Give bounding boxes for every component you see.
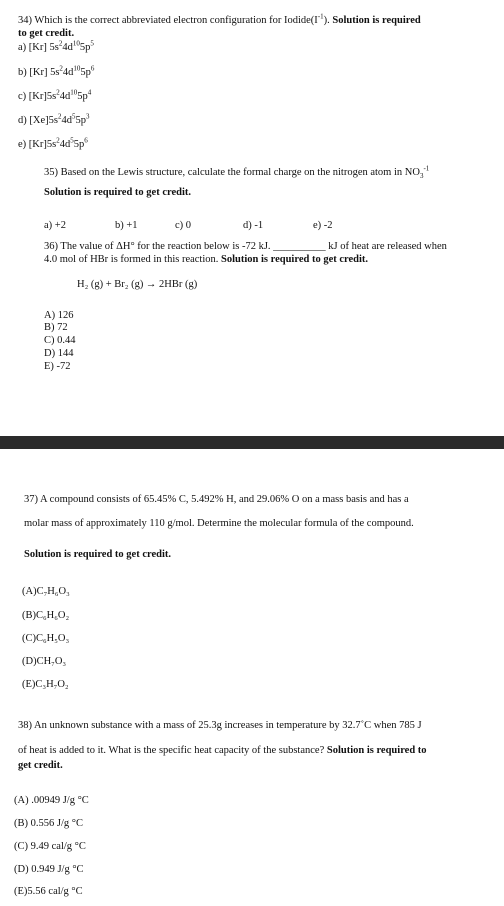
q34-text-end: ). — [323, 15, 330, 26]
q36-required: Solution is required to get credit. — [221, 254, 369, 265]
q37-option-e[interactable]: (E)C₃H₇O₂ — [22, 679, 69, 690]
q38-required: Solution is required to — [326, 745, 427, 756]
q36-option-e[interactable]: E) -72 — [44, 361, 71, 372]
q36-reaction: H₂ (g) + Br₂ (g) → 2HBr (g) — [77, 279, 198, 290]
q34-charge: -1 — [317, 12, 324, 21]
q38-option-e[interactable]: (E)5.56 cal/g °C — [14, 886, 83, 897]
q34-option-d[interactable]: d) $[Xe]5s^24d^55p^3$ — [18, 112, 90, 126]
q34-option-e[interactable]: e) $[Kr]5s^24d^55p^6$ — [18, 136, 88, 150]
q35-subscript: 3 — [419, 172, 424, 181]
q36-question-cont: 4.0 mol of HBr is formed in this reaction. Solution is required to get credit. — [44, 254, 369, 265]
q36-option-c[interactable]: C) 0.44 — [44, 335, 76, 346]
q35-choice-b[interactable]: b) +1 — [115, 220, 138, 231]
q34-required: Solution is required — [332, 15, 421, 26]
q35-required: Solution is required to get credit. — [44, 187, 191, 198]
q37-option-a[interactable]: (A)C₇H₆O₃ — [22, 586, 70, 597]
q35-question: 35) Based on the Lewis structure, calculate the formal charge on the nitrogen atom in $NO_3^{-1}$ — [44, 164, 430, 181]
q34-required-cont: to get credit. — [18, 28, 75, 39]
q37-option-d[interactable]: (D)CH₇O₃ — [22, 656, 67, 667]
q35-choice-a[interactable]: a) +2 — [44, 220, 66, 231]
q38-option-d[interactable]: (D) 0.949 J/g °C — [14, 864, 84, 875]
q38-required-cont: get credit. — [18, 760, 63, 771]
q38-question-cont: of heat is added to it. What is the specific heat capacity of the substance? Solution is required to — [18, 745, 427, 756]
q35-choice-e[interactable]: e) -2 — [313, 220, 333, 231]
q34-option-b[interactable]: b) [Kr] $5s^24d^{10}5p^6$ — [18, 64, 95, 78]
q34-option-a[interactable]: a) [Kr] $5s^24d^{10}5p^5$ — [18, 39, 94, 53]
q36-question: 36) The value of ΔH° for the reaction below is -72 kJ. __________ kJ of heat are released when — [44, 241, 447, 252]
q35-choice-c[interactable]: c) 0 — [175, 220, 192, 231]
q34-text: 34) Which is the correct abbreviated electron configuration for Iodide(I — [18, 15, 318, 26]
q37-required: Solution is required to get credit. — [24, 549, 171, 560]
q36-option-a[interactable]: A) 126 — [44, 310, 74, 321]
q34-option-c[interactable]: c) $[Kr]5s^24d^{10}5p^4$ — [18, 88, 92, 102]
q38-option-b[interactable]: (B) 0.556 J/g °C — [14, 818, 83, 829]
q37-question: 37) A compound consists of 65.45% C, 5.492% H, and 29.06% O on a mass basis and has a — [24, 494, 409, 505]
q34-question — [18, 14, 421, 27]
q37-option-b[interactable]: (B)C₆H₆O₂ — [22, 610, 70, 621]
q38-option-a[interactable]: (A) .00949 J/g °C — [14, 795, 89, 806]
q36-option-b[interactable]: B) 72 — [44, 322, 68, 333]
page-divider — [0, 436, 504, 449]
q37-question-cont: molar mass of approximately 110 g/mol. Determine the molecular formula of the compound. — [24, 518, 414, 529]
q37-option-c[interactable]: (C)C₆H₅O₃ — [22, 633, 70, 644]
q35-superscript: -1 — [423, 164, 430, 173]
q36-option-d[interactable]: D) 144 — [44, 348, 74, 359]
q36-blank: __________ — [273, 241, 326, 252]
q38-option-c[interactable]: (C) 9.49 cal/g °C — [14, 841, 86, 852]
q35-choice-d[interactable]: d) -1 — [243, 220, 264, 231]
q38-question: 38) An unknown substance with a mass of 25.3g increases in temperature by 32.7˚C when 785 J — [18, 720, 422, 731]
